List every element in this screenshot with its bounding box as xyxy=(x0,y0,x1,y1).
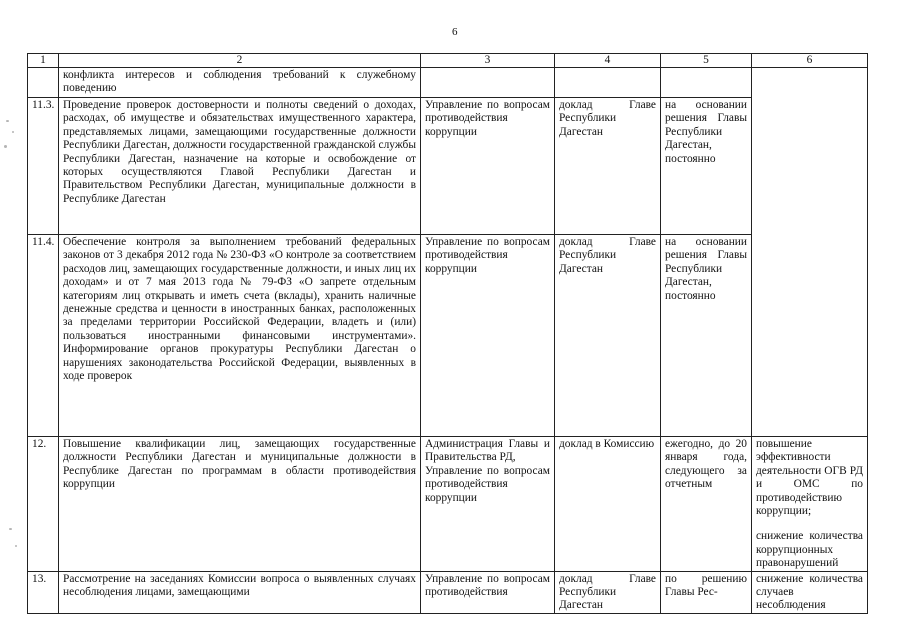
row-number-cell: 11.4. xyxy=(28,235,59,437)
scan-speck xyxy=(15,545,17,547)
scan-speck xyxy=(9,528,12,530)
responsible-cell: Управление по вопросам противодействия коррупции xyxy=(421,98,555,235)
table-row xyxy=(28,68,868,98)
responsible-cell xyxy=(421,437,555,572)
column-header: 5 xyxy=(661,54,752,68)
table-row xyxy=(28,235,868,437)
result-text: повышение эффективности деятельности ОГВ РД и ОМС по противодействию коррупции; xyxy=(756,438,863,518)
table-row xyxy=(28,571,868,613)
deadline-cell: на основании решения Главы Республики Дагестан, постоянно xyxy=(661,235,752,437)
responsible-cell: Управление по вопросам противодействия xyxy=(421,571,555,613)
scan-speck xyxy=(12,131,14,133)
column-header: 1 xyxy=(28,54,59,68)
deadline-cell: по решению Главы Рес- xyxy=(661,571,752,613)
measure-cell: Проведение проверок достоверности и полноты сведений о доходах, расходах, об имуществе и обязательствах имущественного характера, представляемых лицами, замещающими государственные должности Республики Дагестан, должности государственной гражданской службы Республики Дагестан, назначение на которые и освобождение от которых осуществляются Главой Республики Дагестан и Правительством Республики Дагестан, муниципальные должности в Республике Дагестан xyxy=(59,98,421,235)
table-row xyxy=(28,98,868,235)
reporting-cell xyxy=(555,68,661,98)
column-header: 6 xyxy=(752,54,868,68)
reporting-cell: доклад Главе Республики Дагестан xyxy=(555,98,661,235)
measure-cell: Повышение квалификации лиц, замещающих государственные должности Республики Дагестан и муниципальные должности в Республике Дагестан по программам в области противодействия коррупции xyxy=(59,437,421,572)
reporting-cell: доклад Главе Республики Дагестан xyxy=(555,571,661,613)
result-cell xyxy=(752,437,868,572)
result-cell: снижение количества случаев несоблюдения xyxy=(752,571,868,613)
reporting-cell: доклад в Комиссию xyxy=(555,437,661,572)
result-text: снижение количества коррупционных правонарушений xyxy=(756,530,863,570)
row-number-cell: 13. xyxy=(28,571,59,613)
responsible-text: Управление по вопросам противодействия коррупции xyxy=(425,464,550,504)
column-header: 3 xyxy=(421,54,555,68)
column-header: 2 xyxy=(59,54,421,68)
table-row xyxy=(28,437,868,572)
row-number-cell: 12. xyxy=(28,437,59,572)
responsible-cell: Управление по вопросам противодействия коррупции xyxy=(421,235,555,437)
measure-cell: Рассмотрение на заседаниях Комиссии вопроса о выявленных случаях несоблюдения лицами, замещающими xyxy=(59,571,421,613)
reporting-cell: доклад Главе Республики Дагестан xyxy=(555,235,661,437)
scan-speck xyxy=(6,120,9,122)
deadline-cell: на основании решения Главы Республики Дагестан, постоянно xyxy=(661,98,752,235)
deadline-cell: ежегодно, до 20 января года, следующего за отчетным xyxy=(661,437,752,572)
table-header-row xyxy=(28,54,868,68)
result-cell xyxy=(752,68,868,437)
row-number-cell xyxy=(28,68,59,98)
responsible-cell xyxy=(421,68,555,98)
scan-speck xyxy=(4,145,7,148)
document-table xyxy=(27,53,868,614)
responsible-text: Администрация Главы и Правительства РД, xyxy=(425,438,550,464)
measure-cell: конфликта интересов и соблюдения требований к служебному поведению xyxy=(59,68,421,98)
page-number: 6 xyxy=(452,26,458,38)
column-header: 4 xyxy=(555,54,661,68)
deadline-cell xyxy=(661,68,752,98)
measure-cell: Обеспечение контроля за выполнением требований федеральных законов от 3 декабря 2012 года № 230-ФЗ «О контроле за соответствием расходов лиц, замещающих государственные должности, и иных лиц их доходам» и от 7 мая 2013 года № 79-ФЗ «О запрете отдельным категориям лиц открывать и иметь счета (вклады), хранить наличные денежные средства и ценности в иностранных банках, расположенных за пределами территории Российской Федерации, владеть и (или) пользоваться иностранными финансовыми инструментами». Информирование органов прокуратуры Республики Дагестан о нарушениях законодательства Российской Федерации, выявленных в ходе проверок xyxy=(59,235,421,437)
row-number-cell: 11.3. xyxy=(28,98,59,235)
